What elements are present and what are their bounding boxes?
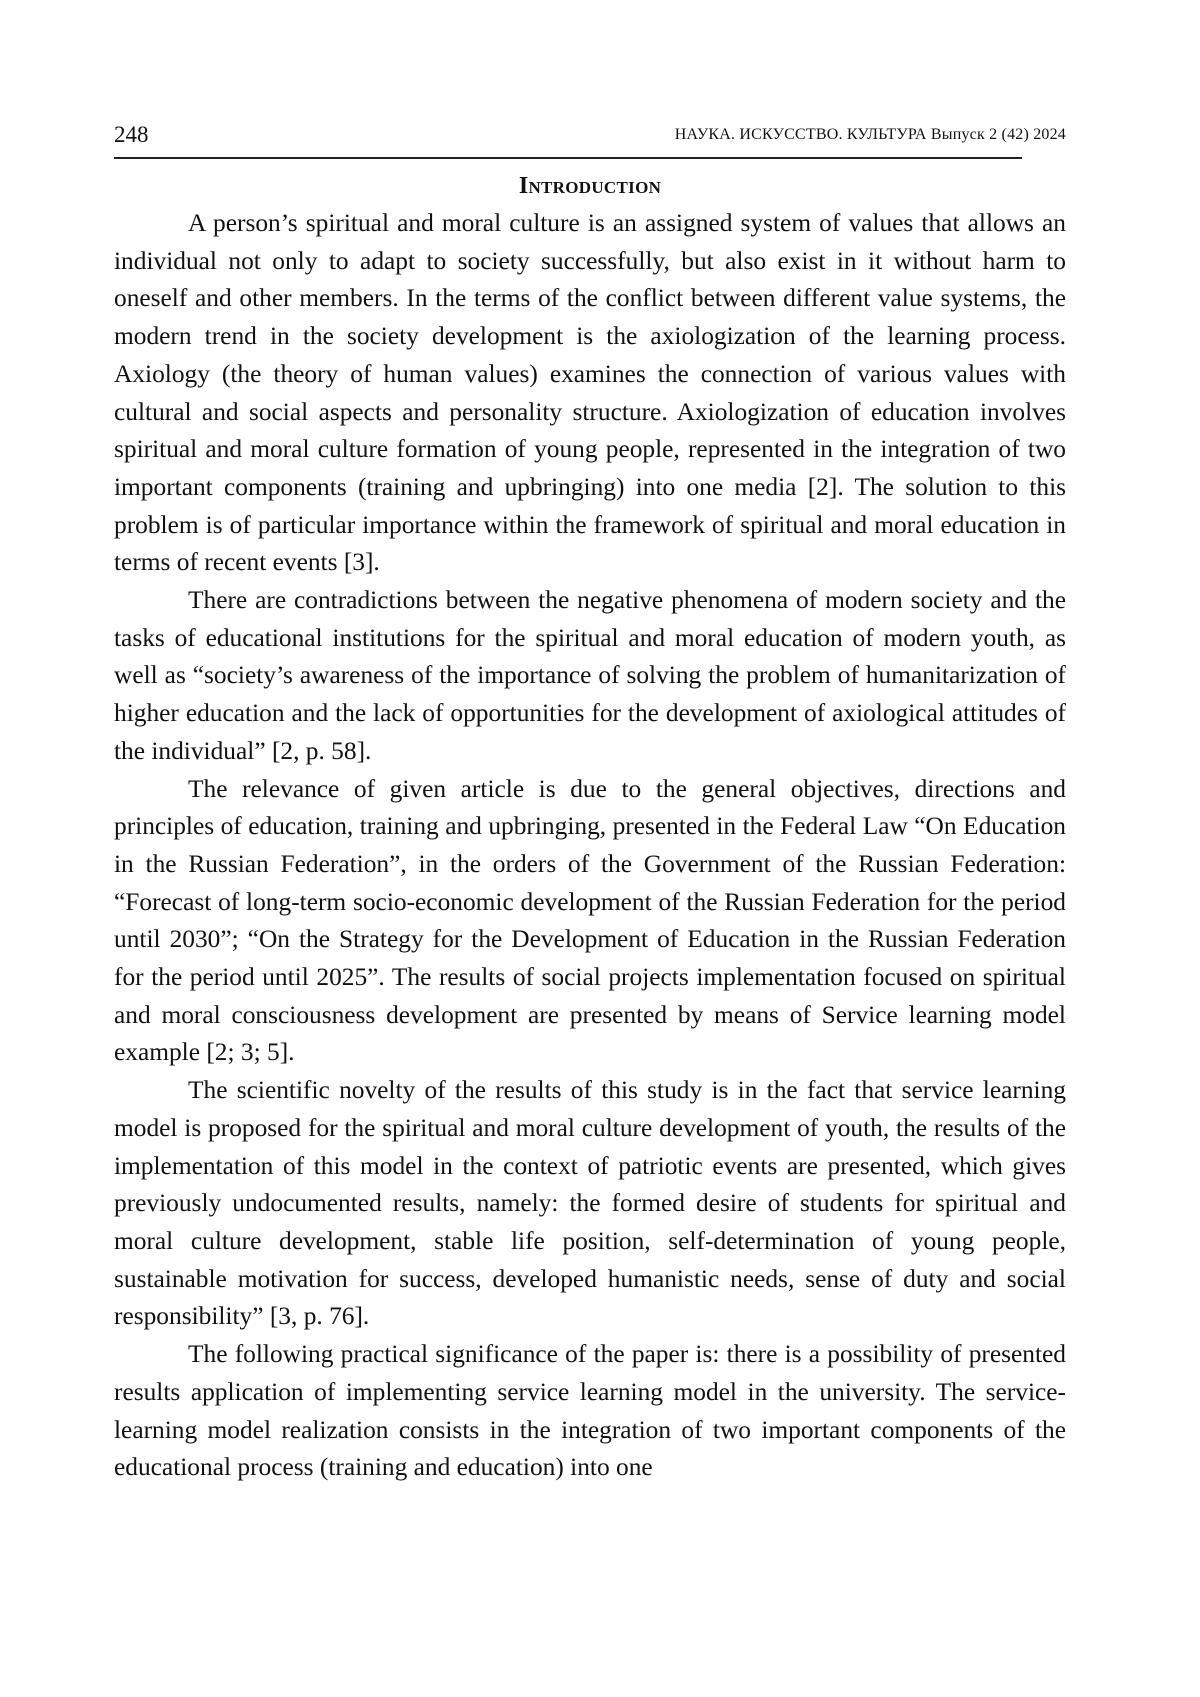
running-title: НАУКА. ИСКУССТВО. КУЛЬТУРА Выпуск 2 (42) 2024 [674, 126, 1066, 143]
paragraph: The relevance of given article is due to the general objectives, directions and principles of education, training and upbringing, presented in the Federal Law “On Education in the Russian Federation”, in the orders of the Government of the Russian Federation: “Forecast of long-term socio-economic development of the Russian Federation for the period until 2030”; “On the Strategy for the Development of Education in the Russian Federation for the period until 2025”. The results of social projects implementation focused on spiritual and moral consciousness development are presented by means of Service learning model example [2; 3; 5]. [114, 774, 1066, 1067]
page-header [114, 120, 1066, 150]
page-number: 248 [114, 122, 149, 147]
paragraph: There are contradictions between the negative phenomena of modern society and the tasks of educational institutions for the spiritual and moral education of modern youth, as well as “society’s awareness of the importance of solving the problem of humanitarization of higher education and the lack of opportunities for the development of axiological attitudes of the individual” [2, p. 58]. [114, 586, 1066, 765]
section-heading: Introduction [518, 173, 662, 199]
paragraph: The scientific novelty of the results of this study is in the fact that service learning model is proposed for the spiritual and moral culture development of youth, the results of the implementation of this model in the context of patriotic events are presented, which gives previously undocumented results, namely: the formed desire of students for spiritual and moral culture development, stable life position, self-determination of young people, sustainable motivation for success, developed humanistic needs, sense of duty and social responsibility” [3, p. 76]. [114, 1076, 1066, 1331]
body-text [114, 205, 1066, 1487]
paragraph: A person’s spiritual and moral culture is an assigned system of values that allows an individual not only to adapt to society successfully, but also exist in it without harm to oneself and other members. In the terms of the conflict between different value systems, the modern trend in the society development is the axiologization of the learning process. Axiology (the theory of human values) examines the connection of various values with cultural and social aspects and personality structure. Axiologization of education involves spiritual and moral culture formation of young people, represented in the integration of two important components (training and upbringing) into one media [2]. The solution to this problem is of particular importance within the framework of spiritual and moral education in terms of recent events [3]. [114, 209, 1066, 577]
header-divider [114, 157, 1022, 159]
paragraph: The following practical significance of the paper is: there is a possibility of presented results application of implementing service learning model in the university. The service-learning model realization consists in the integration of two important components of the educational process (training and education) into one [114, 1340, 1066, 1482]
